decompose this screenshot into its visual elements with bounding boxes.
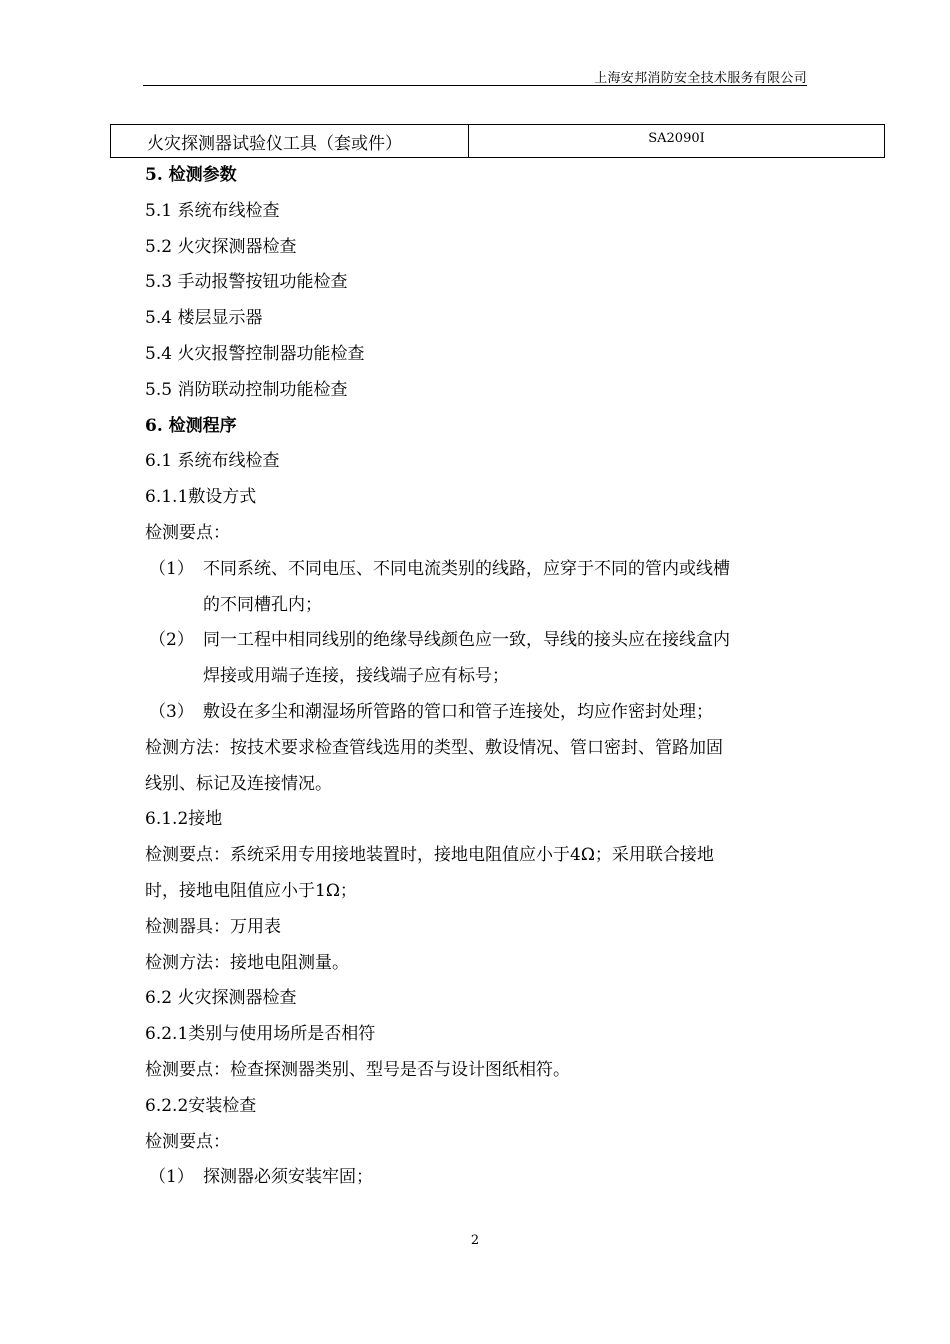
list-item-number: （3） — [149, 701, 194, 722]
list-item-text: 探测器必须安装牢固； — [203, 1167, 373, 1188]
list-item — [145, 552, 815, 588]
section-6-1-2-method: 检测方法：接地电阻测量。 — [145, 952, 349, 973]
page-number: 2 — [470, 1233, 480, 1248]
list-item-number: （2） — [149, 630, 194, 651]
section-5-heading: 5. 检测参数 — [145, 165, 237, 185]
section-5-4-controller: 5.4 火灾报警控制器功能检查 — [145, 343, 365, 364]
header-company-name: 上海安邦消防安全技术服务有限公司 — [594, 71, 807, 86]
section-6-1-1: 6.1.1敷设方式 — [145, 487, 257, 508]
section-6-2-2-points-label: 检测要点： — [145, 1131, 230, 1152]
section-6-1: 6.1 系统布线检查 — [145, 451, 280, 472]
section-6-1-2-points-continuation: 时，接地电阻值应小于1Ω； — [145, 880, 357, 901]
section-6-2-1: 6.2.1类别与使用场所是否相符 — [145, 1024, 376, 1045]
list-item-text: 敷设在多尘和潮湿场所管路的管口和管子连接处，均应作密封处理； — [203, 701, 713, 722]
section-6-heading: 6. 检测程序 — [145, 415, 237, 436]
section-6-1-2: 6.1.2接地 — [145, 809, 223, 830]
section-5-4-floor-display: 5.4 楼层显示器 — [145, 308, 263, 329]
section-6-2-1-points: 检测要点：检查探测器类别、型号是否与设计图纸相符。 — [145, 1059, 570, 1080]
section-5-5: 5.5 消防联动控制功能检查 — [145, 379, 348, 400]
list-item-text: 同一工程中相同线别的绝缘导线颜色应一致，导线的接头应在接线盒内 — [203, 630, 730, 651]
list-item — [145, 695, 815, 731]
list-item-number: （1） — [149, 558, 194, 579]
list-item-text: 不同系统、不同电压、不同电流类别的线路，应穿于不同的管内或线槽 — [203, 558, 730, 579]
section-6-1-1-method-continuation: 线别、标记及连接情况。 — [145, 773, 332, 794]
equipment-model-cell: SA2090I — [648, 131, 705, 146]
section-5-1: 5.1 系统布线检查 — [145, 200, 280, 221]
section-6-1-1-method: 检测方法：按技术要求检查管线选用的类型、敷设情况、管口密封、管路加固 — [145, 737, 723, 758]
section-6-2-2: 6.2.2安装检查 — [145, 1095, 257, 1116]
list-item-number: （1） — [149, 1167, 194, 1188]
section-6-1-2-tools: 检测器具：万用表 — [145, 916, 281, 937]
list-item-continuation: 的不同槽孔内； — [203, 594, 322, 615]
list-item — [145, 1160, 815, 1196]
list-item-continuation: 焊接或用端子连接，接线端子应有标号； — [203, 666, 509, 687]
section-6-1-2-points: 检测要点：系统采用专用接地装置时，接地电阻值应小于4Ω；采用联合接地 — [145, 845, 714, 866]
equipment-name-cell: 火灾探测器试验仪工具（套或件） — [111, 125, 469, 157]
header-divider — [143, 85, 807, 86]
document-body — [145, 158, 815, 1196]
section-6-1-1-points-label: 检测要点： — [145, 522, 230, 543]
section-6-2: 6.2 火灾探测器检查 — [145, 988, 297, 1009]
equipment-table — [110, 124, 885, 158]
list-item — [145, 623, 815, 659]
section-5-2: 5.2 火灾探测器检查 — [145, 236, 297, 257]
section-5-3: 5.3 手动报警按钮功能检查 — [145, 272, 348, 293]
